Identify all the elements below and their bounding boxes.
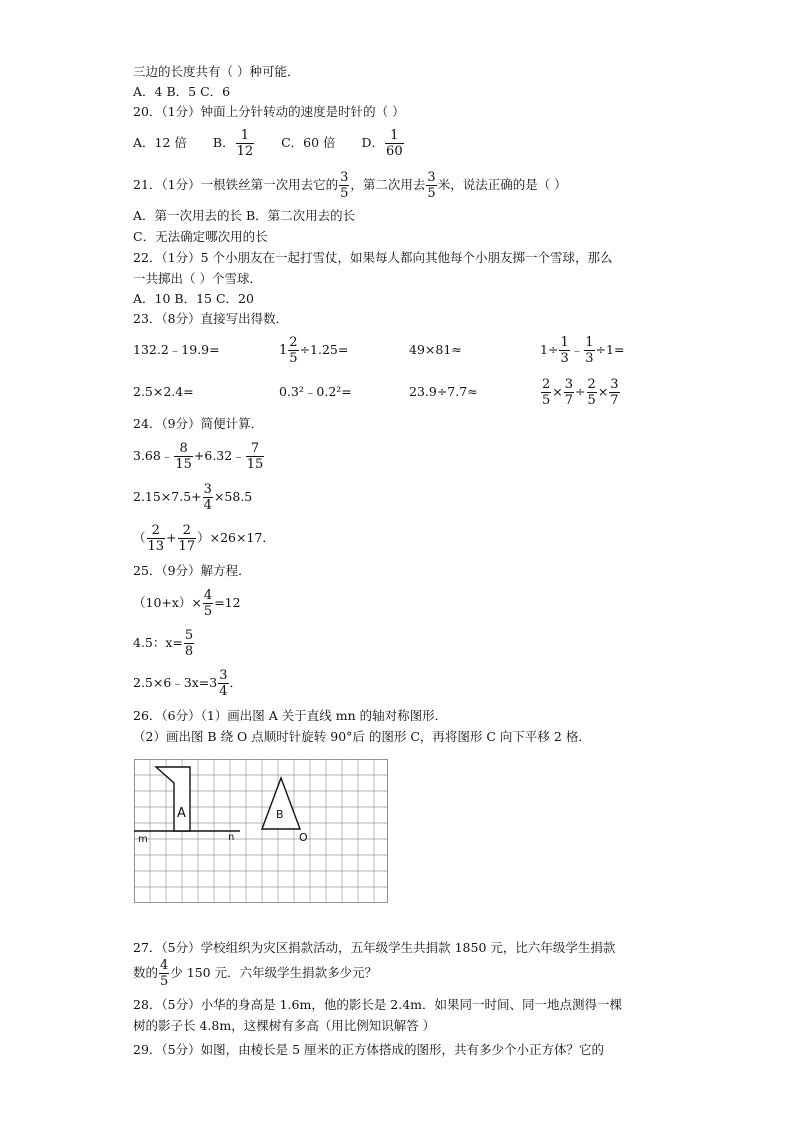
- operator: ×: [552, 384, 563, 399]
- q23-stem: 23．（8分）直接写出得数．: [133, 311, 289, 326]
- q22-stem-line1: 22．（1分）5 个小朋友在一起打雪仗，如果每人都向其他每个小朋友掷一个雪球，那么: [133, 250, 613, 265]
- q21-option-c: C．无法确定哪次用的长: [133, 229, 268, 244]
- expr-part: +6.32﹣: [193, 448, 245, 463]
- label-B: B: [276, 808, 284, 821]
- q27-stem-part: 数的: [133, 965, 159, 980]
- operator: +: [166, 530, 177, 545]
- q26-grid-figure: [134, 759, 388, 903]
- denominator: 8: [184, 644, 194, 659]
- q23-expr-3: 49×81≈: [409, 342, 462, 357]
- fraction: [584, 335, 594, 366]
- q21-stem-part2: ，第二次用去: [350, 177, 426, 192]
- q26-grid-svg: [134, 759, 388, 903]
- q26-stem-line2: （2）画出图 B 绕 O 点顺时针旋转 90°后 的图形 C，再将图形 C 向下平移 2 格．: [133, 729, 591, 744]
- numerator: 2: [147, 523, 166, 539]
- fraction: [564, 377, 574, 408]
- q20-opt-b-fraction: [236, 128, 255, 159]
- q25-stem: 25．（9分）解方程．: [133, 563, 251, 578]
- q27-stem-line1: 27．（5分）学校组织为灾区捐款活动，五年级学生共捐款 1850 元，比六年级学生捐款: [133, 940, 616, 955]
- q23-expr-4: [540, 335, 624, 366]
- denominator: 5: [203, 604, 213, 619]
- q29-stem-line1: 29．（5分）如图，由棱长是 5 厘米的正方体搭成的图形，共有多少个小正方体？它的: [133, 1042, 605, 1057]
- numerator: 1: [560, 335, 569, 350]
- q24-stem: 24．（9分）简便计算．: [133, 416, 264, 431]
- expr-tail: ÷1.25=: [299, 342, 349, 357]
- fraction: [203, 588, 213, 619]
- denominator: 5: [587, 393, 596, 408]
- numerator: 3: [203, 482, 212, 497]
- label-A: A: [177, 806, 186, 821]
- expr-part: （10+x）×: [133, 595, 202, 610]
- expr-part: 1÷: [540, 342, 559, 357]
- q22-options: A．10 B．15 C．20: [133, 291, 254, 306]
- numerator: 3: [340, 170, 349, 185]
- q24-calc-3: [133, 523, 275, 554]
- denominator: 13: [147, 539, 165, 554]
- q21-options-ab: A．第一次用去的长 B．第二次用去的长: [133, 208, 356, 223]
- denominator: 17: [178, 539, 196, 554]
- label-n: n: [228, 832, 235, 843]
- fraction: [203, 482, 213, 513]
- q23-expr-8: [540, 377, 621, 408]
- q26-stem-line1: 26．（6分）（1）画出图 A 关于直线 mn 的轴对称图形．: [133, 708, 448, 723]
- q27-fraction: [159, 958, 169, 989]
- numerator: 3: [610, 377, 619, 392]
- numerator: 4: [160, 958, 169, 973]
- q20-opt-a: A．12 倍: [133, 135, 187, 150]
- numerator: 2: [178, 523, 197, 539]
- denominator: 15: [246, 457, 264, 472]
- q27-stem-part: 少 150 元．六年级学生捐款多少元？: [170, 965, 378, 980]
- denominator: 15: [175, 457, 192, 472]
- numerator: 3: [219, 668, 228, 683]
- q21-stem-part3: 米，说法正确的是（ ）: [437, 177, 567, 192]
- numerator: 5: [184, 628, 194, 643]
- denominator: 60: [386, 144, 403, 159]
- q27-stem-line2: [133, 958, 377, 989]
- numerator: 4: [203, 588, 213, 603]
- shape-A: [156, 767, 190, 831]
- expr-part: =12: [214, 595, 241, 610]
- expr-part: ）×26×17．: [197, 530, 275, 545]
- expr-part: 2.15×7.5+: [133, 489, 202, 504]
- denominator: 3: [585, 351, 594, 366]
- numerator: 1: [236, 128, 255, 144]
- numerator: 2: [542, 377, 551, 392]
- fraction: [609, 377, 619, 408]
- numerator: 1: [385, 128, 404, 144]
- q25-eq-3: [133, 668, 242, 699]
- q23-expr-6: 0.3²﹣0.2²=: [279, 384, 352, 399]
- denominator: 5: [340, 186, 349, 201]
- fraction: [246, 441, 265, 472]
- q23-expr-1: 132.2﹣19.9=: [133, 342, 220, 357]
- fraction: [147, 523, 166, 554]
- denominator: 12: [236, 144, 254, 159]
- q25-eq-2: [133, 628, 195, 659]
- q20-stem: 20．（1分）钟面上分针转动的速度是时针的（ ）: [133, 104, 405, 119]
- denominator: 7: [610, 393, 619, 408]
- fraction: [174, 441, 193, 472]
- expr-part: ÷1=: [595, 342, 625, 357]
- q21-stem: [133, 170, 567, 201]
- q20-opt-d-label: D．: [361, 135, 385, 150]
- q19-options: A．4 B．5 C．6: [133, 84, 231, 99]
- q24-calc-2: [133, 482, 252, 513]
- numerator: 3: [427, 170, 436, 185]
- expr-part: 2.5×6﹣3x=3: [133, 675, 218, 690]
- expr-part: ﹣: [570, 342, 584, 357]
- q23-expr-5: 2.5×2.4=: [133, 384, 194, 399]
- operator: ×: [597, 384, 609, 399]
- q25-eq-1: [133, 588, 241, 619]
- mixed-integer: 1: [279, 343, 288, 358]
- q20-opt-b-label: B．: [212, 135, 235, 150]
- q20-opt-d-fraction: [385, 128, 404, 159]
- q23-expr-2: [279, 335, 348, 366]
- fraction: [559, 335, 569, 366]
- denominator: 5: [542, 393, 551, 408]
- fraction: [218, 668, 228, 699]
- q28-stem-line1: 28．（5分）小华的身高是 1.6m，他的影长是 2.4m．如果同一时间、同一地点测得一棵: [133, 997, 623, 1012]
- q21-fraction-2: [426, 170, 436, 201]
- numerator: 1: [585, 335, 594, 350]
- numerator: 7: [246, 441, 265, 457]
- denominator: 5: [289, 351, 298, 366]
- expr-part: 3.68﹣: [133, 448, 174, 463]
- denominator: 5: [427, 186, 436, 201]
- expr-part: （: [133, 530, 146, 545]
- operator: ÷: [575, 384, 586, 399]
- q23-expr-7: 23.9÷7.7≈: [409, 384, 478, 399]
- denominator: 7: [564, 393, 574, 408]
- q19-stem-tail: 三边的长度共有（ ）种可能．: [133, 64, 300, 79]
- q28-stem-line2: 树的影子长 4.8m，这棵树有多高（用比例知识解答 ）: [133, 1018, 436, 1033]
- q21-fraction-1: [339, 170, 349, 201]
- fraction: [184, 628, 194, 659]
- numerator: 2: [587, 377, 596, 392]
- denominator: 4: [203, 498, 212, 513]
- label-O: O: [299, 831, 308, 844]
- q20-options: [133, 128, 405, 159]
- q22-stem-line2: 一共掷出（ ）个雪球．: [133, 271, 262, 286]
- q24-calc-1: [133, 441, 265, 472]
- numerator: 8: [174, 441, 193, 457]
- expr-part: 4.5：x=: [133, 635, 183, 650]
- expr-part: ．: [229, 675, 243, 690]
- q21-stem-part1: 21．（1分）一根铁丝第一次用去它的: [133, 177, 339, 192]
- label-m: m: [138, 834, 148, 845]
- expr-part: ×58.5: [213, 489, 253, 504]
- numerator: 3: [564, 377, 574, 392]
- denominator: 5: [160, 974, 169, 989]
- fraction: [178, 523, 197, 554]
- fraction: [587, 377, 597, 408]
- denominator: 4: [219, 684, 228, 699]
- fraction: [541, 377, 551, 408]
- numerator: 2: [289, 335, 298, 350]
- q20-opt-c: C．60 倍: [281, 135, 336, 150]
- denominator: 3: [560, 351, 569, 366]
- fraction: [288, 335, 298, 366]
